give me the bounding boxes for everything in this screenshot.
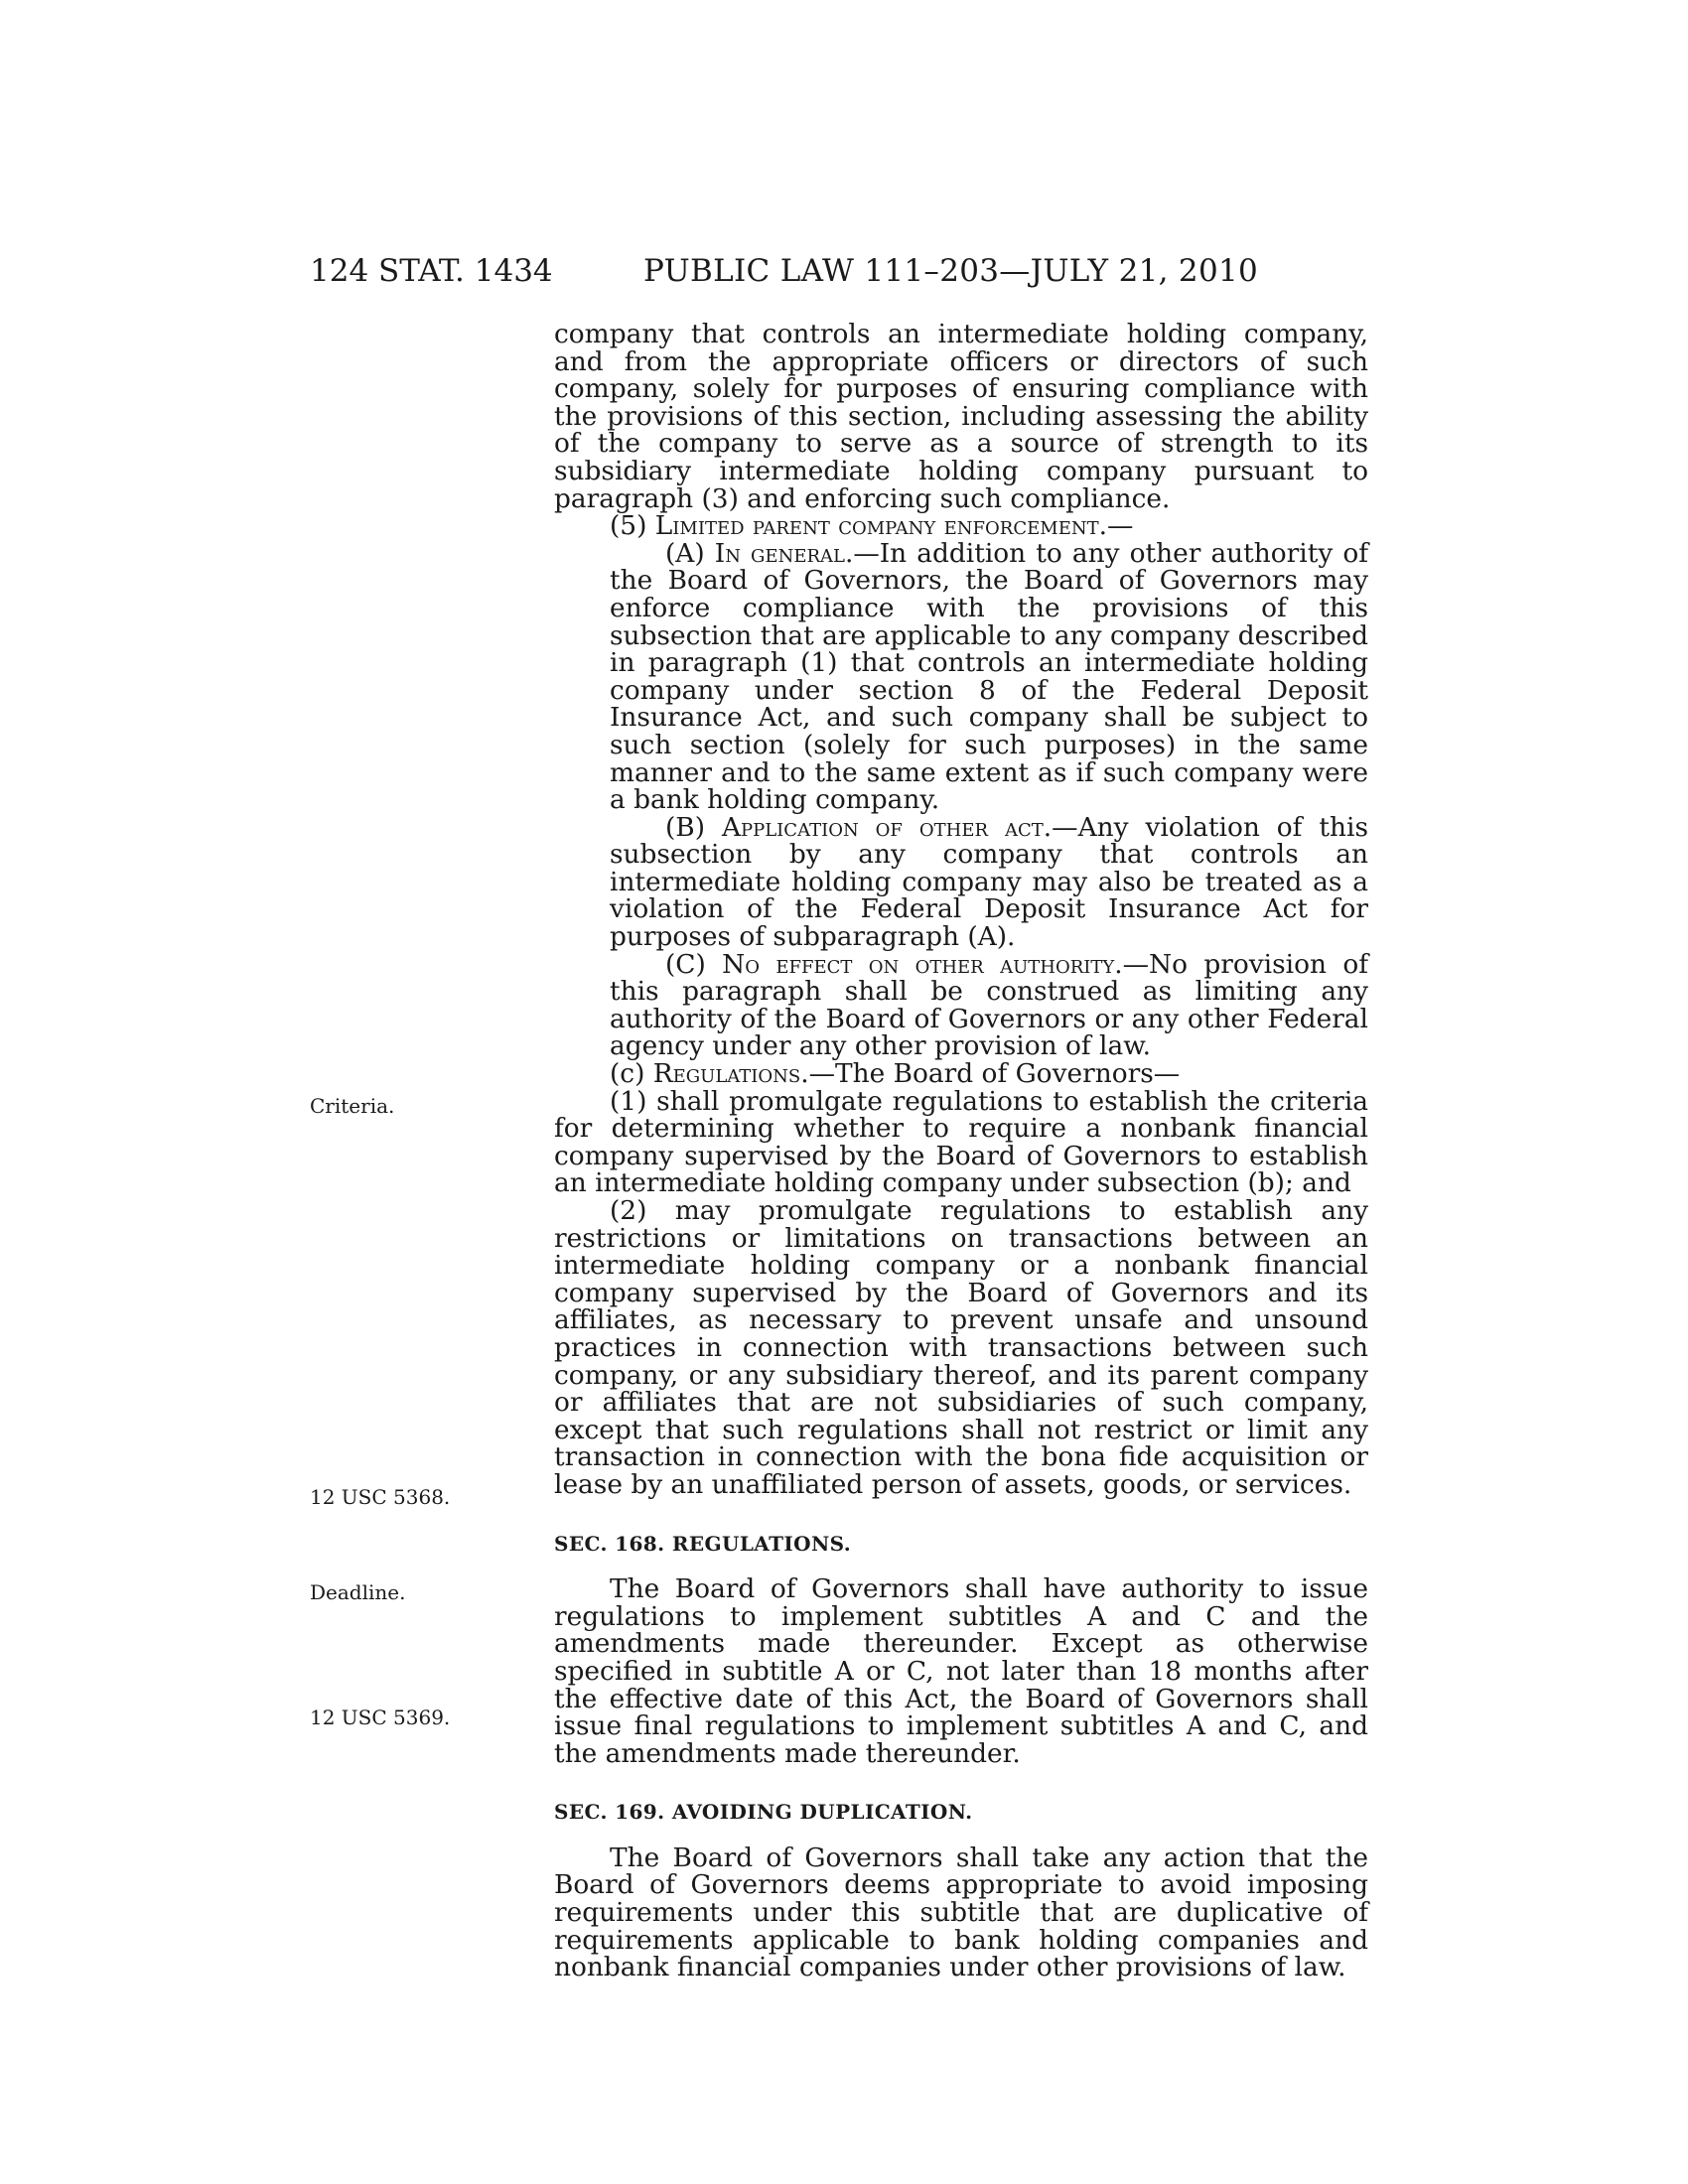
running-head: PUBLIC LAW 111–203—JULY 21, 2010: [643, 253, 1259, 289]
paragraph-1: (1) shall promulgate regulations to establish the criteria for determining whether to require a nonbank financial company supervised by the Board of Governors to establish an intermediate holding company under subsection (b); and: [554, 1085, 1368, 1199]
subsection-c-heading: (c) Regulations.—The Board of Governors—: [610, 1058, 1181, 1090]
body-text: [554, 321, 1368, 1981]
margin-note-deadline: Deadline.: [310, 1580, 406, 1604]
section-169-heading: SEC. 169. AVOIDING DUPLICATION.: [554, 1800, 973, 1825]
paragraph-5-heading: (5) Limited parent company enforcement.—: [610, 510, 1134, 542]
section-168-text: The Board of Governors shall have authority to issue regulations to implement subtitles A and C and the amendments made thereunder. Except as otherwise specified in subtitle A or C, not later than 18 months after the effective date of this Act, the Board of Governors shall issue final regulations to implement subtitles A and C, and the amendments made thereunder.: [554, 1573, 1368, 1769]
subparagraph-a: (A) In general.—In addition to any other authority of the Board of Governors, the Board of Governors may enforce compliance with the provisions of this subsection that are applicable to any company described in paragraph (1) that controls an intermediate holding company under section 8 of the Federal Deposit Insurance Act, and such company shall be subject to such section (solely for such purposes) in the same manner and to the same extent as if such company were a bank holding company.: [610, 537, 1369, 816]
margin-note-usc-5369: 12 USC 5369.: [310, 1706, 451, 1729]
margin-note-usc-5368: 12 USC 5368.: [310, 1485, 451, 1509]
section-168-heading: SEC. 168. REGULATIONS.: [554, 1531, 852, 1556]
subparagraph-b: (B) Application of other act.—Any violation of this subsection by any company that controls an intermediate holding company may also be treated as a violation of the Federal Deposit Insurance Act for purposes of subparagraph (A).: [610, 811, 1368, 953]
section-169-text: The Board of Governors shall take any action that the Board of Governors deems appropriate to avoid imposing requirements under this subtitle that are duplicative of requirements applicable to bank holding companies and nonbank financial companies under other provisions of law.: [554, 1842, 1368, 1983]
paragraph-2: (2) may promulgate regulations to establish any restrictions or limitations on transactions between an intermediate holding company or a nonbank financial company supervised by the Board of Governors and its affiliates, as necessary to prevent unsafe and unsound practices in connection with transactions between such company, or any subsidiary thereof, and its parent company or affiliates that are not subsidiaries of such company, except that such regulations shall not restrict or limit any transaction in connection with the bona fide acquisition or lease by an unaffiliated person of assets, goods, or services.: [554, 1195, 1368, 1500]
page-number: 124 STAT. 1434: [310, 253, 553, 289]
margin-note-criteria: Criteria.: [310, 1094, 395, 1118]
subparagraph-c: (C) No effect on other authority.—No provision of this paragraph shall be construed as limiting any authority of the Board of Governors or any other Federal agency under any other provision of law.: [610, 948, 1368, 1062]
continuation-paragraph: company that controls an intermediate holding company, and from the appropriate officers or directors of such company, solely for purposes of ensuring compliance with the provisions of this section, including assessing the ability of the company to serve as a source of strength to its subsidiary intermediate holding company pursuant to paragraph (3) and enforcing such compliance.: [554, 319, 1368, 514]
